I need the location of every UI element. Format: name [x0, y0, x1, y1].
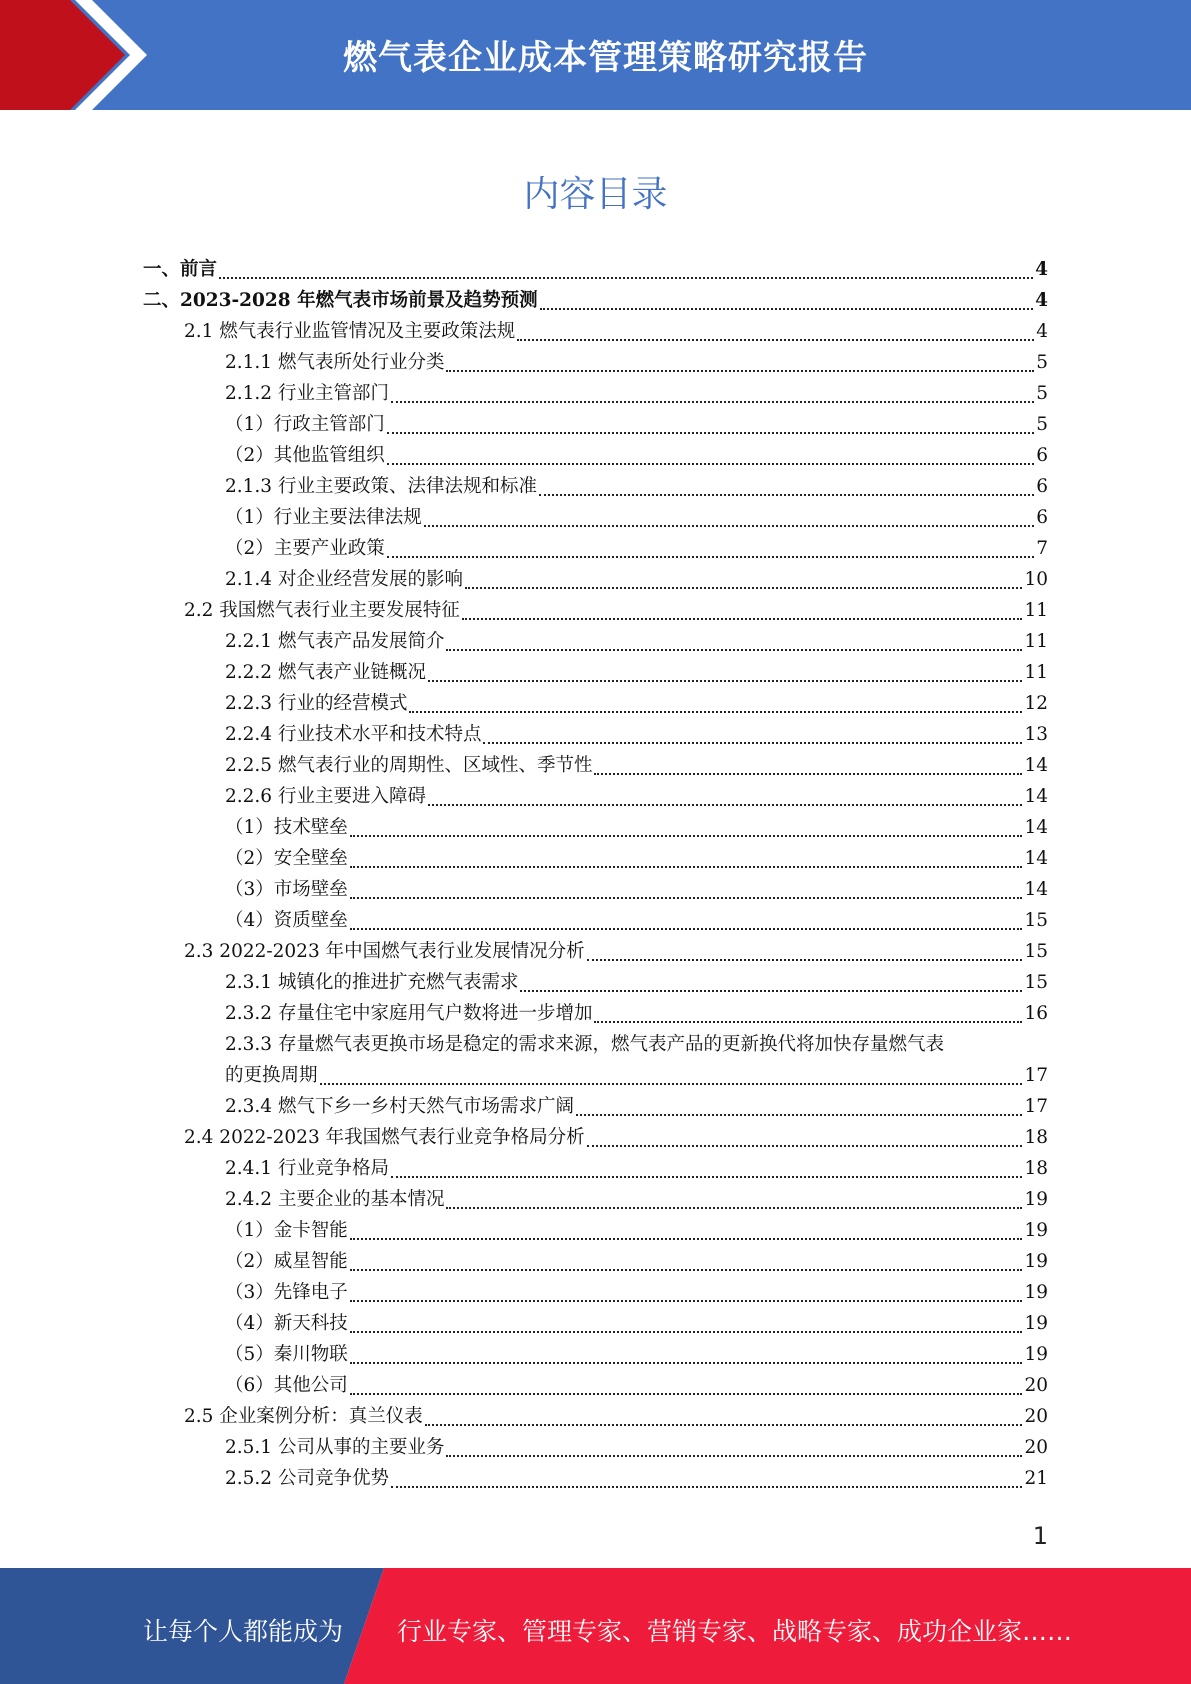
- toc-entry[interactable]: 2.1.1 燃气表所处行业分类 5: [225, 352, 1048, 373]
- toc-entry[interactable]: 2.1.3 行业主要政策、法律法规和标准 6: [225, 476, 1048, 497]
- toc-entry[interactable]: 2.2.6 行业主要进入障碍 14: [225, 786, 1048, 807]
- leader-dots: [350, 1361, 1023, 1364]
- leader-dots: [483, 741, 1022, 744]
- footer-slogan-left: 让每个人都能成为: [143, 1617, 344, 1646]
- toc-entry[interactable]: （1）金卡智能 19: [225, 1220, 1048, 1241]
- leader-dots: [350, 865, 1023, 868]
- toc-entry[interactable]: 2.3 2022-2023 年中国燃气表行业发展情况分析 15: [184, 941, 1048, 962]
- toc-entry[interactable]: 2.3.2 存量住宅中家庭用气户数将进一步增加 16: [225, 1003, 1048, 1024]
- toc-entry[interactable]: （4）新天科技 19: [225, 1313, 1048, 1334]
- toc-entry[interactable]: 二、2023-2028 年燃气表市场前景及趋势预测 4: [143, 290, 1048, 311]
- leader-dots: [391, 1175, 1022, 1178]
- toc-entry[interactable]: 2.2.4 行业技术水平和技术特点 13: [225, 724, 1048, 745]
- leader-dots: [517, 338, 1034, 341]
- toc-entry[interactable]: 2.1.2 行业主管部门 5: [225, 383, 1048, 404]
- toc-entry[interactable]: 2.1 燃气表行业监管情况及主要政策法规 4: [184, 321, 1048, 342]
- toc-entry[interactable]: （3）先锋电子 19: [225, 1282, 1048, 1303]
- page-number: 1: [1032, 1522, 1048, 1550]
- footer-slogan-right: 行业专家、管理专家、营销专家、战略专家、成功企业家……: [397, 1617, 1073, 1646]
- toc-entry[interactable]: （1）行政主管部门 5: [225, 414, 1048, 435]
- leader-dots: [320, 1082, 1023, 1085]
- leader-dots: [465, 586, 1022, 589]
- toc-entry[interactable]: 2.2 我国燃气表行业主要发展特征 11: [184, 600, 1048, 621]
- leader-dots: [409, 710, 1022, 713]
- toc-entry[interactable]: 2.2.3 行业的经营模式 12: [225, 693, 1048, 714]
- leader-dots: [446, 369, 1034, 372]
- leader-dots: [428, 803, 1022, 806]
- leader-dots: [594, 772, 1022, 775]
- leader-dots: [424, 524, 1034, 527]
- toc-entry[interactable]: （5）秦川物联 19: [225, 1344, 1048, 1365]
- toc-entry[interactable]: 2.5 企业案例分析：真兰仪表 20: [184, 1406, 1048, 1427]
- leader-dots: [520, 989, 1022, 992]
- toc-entry[interactable]: 2.4.1 行业竞争格局 18: [225, 1158, 1048, 1179]
- leader-dots: [350, 1330, 1023, 1333]
- toc-entry[interactable]: 2.5.1 公司从事的主要业务 20: [225, 1437, 1048, 1458]
- toc-entry[interactable]: 2.5.2 公司竞争优势 21: [225, 1468, 1048, 1489]
- toc-entry[interactable]: 2.4 2022-2023 年我国燃气表行业竞争格局分析 18: [184, 1127, 1048, 1148]
- leader-dots: [350, 1299, 1023, 1302]
- toc-heading: 内容目录: [523, 174, 668, 215]
- toc-entry[interactable]: 2.4.2 主要企业的基本情况 19: [225, 1189, 1048, 1210]
- leader-dots: [446, 1206, 1022, 1209]
- leader-dots: [576, 1113, 1022, 1116]
- toc-entry[interactable]: （2）其他监管组织 6: [225, 445, 1048, 466]
- leader-dots: [539, 493, 1034, 496]
- leader-dots: [350, 927, 1023, 930]
- leader-dots: [446, 648, 1022, 651]
- leader-dots: [391, 400, 1034, 403]
- toc-entry[interactable]: 2.2.1 燃气表产品发展简介 11: [225, 631, 1048, 652]
- toc-entry[interactable]: （6）其他公司 20: [225, 1375, 1048, 1396]
- leader-dots: [587, 1144, 1023, 1147]
- toc-entry[interactable]: （4）资质壁垒 15: [225, 910, 1048, 931]
- leader-dots: [391, 1485, 1022, 1488]
- toc-entry[interactable]: 一、前言 4: [143, 259, 1048, 280]
- toc-entry[interactable]: （1）行业主要法律法规 6: [225, 507, 1048, 528]
- leader-dots: [350, 1268, 1023, 1271]
- leader-dots: [462, 617, 1023, 620]
- leader-dots: [387, 555, 1034, 558]
- leader-dots: [350, 1392, 1023, 1395]
- toc-entry[interactable]: 2.3.3 存量燃气表更换市场是稳定的需求来源，燃气表产品的更新换代将加快存量燃气表 的更换周期 17: [225, 1034, 1048, 1086]
- toc-entry[interactable]: （2）威星智能 19: [225, 1251, 1048, 1272]
- report-header-band: [0, 0, 1191, 110]
- toc-entry[interactable]: 2.3.1 城镇化的推进扩充燃气表需求 15: [225, 972, 1048, 993]
- leader-dots: [594, 1020, 1022, 1023]
- report-title: 燃气表企业成本管理策略研究报告: [343, 38, 868, 78]
- leader-dots: [428, 679, 1022, 682]
- leader-dots: [540, 307, 1034, 310]
- leader-dots: [446, 1454, 1022, 1457]
- leader-dots: [587, 958, 1023, 961]
- leader-dots: [350, 1237, 1023, 1240]
- toc-entry[interactable]: （3）市场壁垒 14: [225, 879, 1048, 900]
- leader-dots: [425, 1423, 1023, 1426]
- footer-band: [0, 1568, 1191, 1684]
- leader-dots: [387, 462, 1034, 465]
- toc-entry[interactable]: 2.1.4 对企业经营发展的影响 10: [225, 569, 1048, 590]
- leader-dots: [219, 276, 1033, 279]
- toc-entry[interactable]: （2）安全壁垒 14: [225, 848, 1048, 869]
- leader-dots: [387, 431, 1034, 434]
- toc-entry[interactable]: （2）主要产业政策 7: [225, 538, 1048, 559]
- toc-entry[interactable]: 2.3.4 燃气下乡一乡村天然气市场需求广阔 17: [225, 1096, 1048, 1117]
- toc-entry[interactable]: 2.2.2 燃气表产业链概况 11: [225, 662, 1048, 683]
- leader-dots: [350, 896, 1023, 899]
- toc-entry[interactable]: 2.2.5 燃气表行业的周期性、区域性、季节性 14: [225, 755, 1048, 776]
- leader-dots: [350, 834, 1023, 837]
- toc-entry[interactable]: （1）技术壁垒 14: [225, 817, 1048, 838]
